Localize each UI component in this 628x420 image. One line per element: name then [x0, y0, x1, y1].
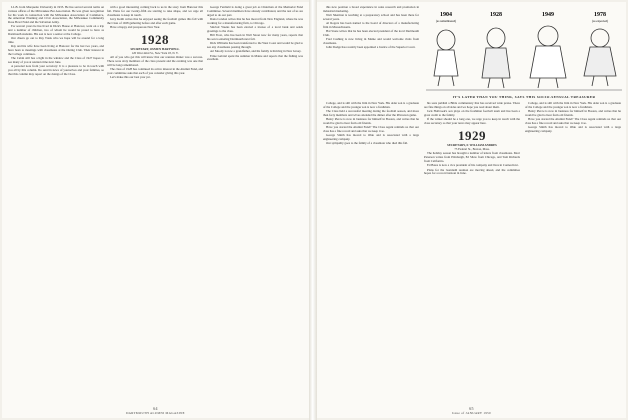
secretary-address: 120 West 42nd St., New York 18, N. Y.	[131, 51, 179, 56]
paragraph: Fred Cushing is now living in Maine and would welcome visits from classmates.	[323, 37, 419, 46]
class-year-heading: 1929	[458, 127, 486, 143]
cartoon-headline: IT'S LATER THAN YOU THINK, SAYS THIS SOCIO-SENSUAL TREASURER	[452, 95, 596, 99]
paragraph: Have you started the Alumni Fund? The Class Agent reminds us that our class has a fine record and asks that we keep it so.	[525, 117, 621, 125]
cartoon-caption-4: (as expected)	[592, 19, 608, 23]
cartoon-year-3: 1949	[542, 12, 554, 18]
paragraph: Dana Condon writes that he has moved from New England, where he was working for a manufacturing firm, to Chicago.	[207, 16, 303, 25]
paragraph: Henry Pierce is now in business for himself in Boston, and writes that he would be glad to hear from old friends.	[323, 117, 419, 125]
paragraph: George Smith has moved to Ohio and is associated with a large engineering company.	[525, 125, 621, 134]
paragraph: Have you started the Alumni Fund? The Class Agent reminds us that our class has a fine record and asks that we keep it so.	[323, 125, 419, 134]
paragraph: The Class held a successful meeting during the football season, and more than forty members and wives attended the dinner after the Princeton game.	[323, 109, 419, 117]
paragraph: this new position a broad experience in sales research and promotion in industrial marketing.	[323, 6, 419, 13]
cartoon-year-1: 1904	[440, 12, 452, 18]
paragraph: his sons publish a Bible commentary that has received wide praise. There are fine things on all sides and we hope you read about them.	[424, 102, 520, 109]
paragraph: Henry Pierce is now in business for himself in Boston, and writes that he would be glad to hear from old friends.	[525, 109, 621, 117]
paragraph: For several years he has lived in Dick's House at Hanover, went on a trip and a number of children, two of whom he would be proud to have as Dartmouth students. His son is now a senior at the College.	[8, 24, 104, 36]
paragraph: Jerry Keith writes that he enjoyed seeing the football games this fall with the Class of 1928 gathering before and after each game.	[107, 16, 203, 25]
right-column-3	[525, 102, 621, 134]
left-column-3	[207, 6, 303, 63]
paragraph: Sinclair Weeks has been elected a trustee of a local bank and sends greetings to the class.	[207, 24, 303, 33]
paragraph: Have a happy and prosperous New Year.	[110, 24, 161, 29]
paragraph: Art Moody is now a grandfather, and his family is thriving in New Jersey.	[210, 49, 302, 54]
page-number: 64	[153, 406, 158, 411]
cartoon-year-2: 1928	[490, 12, 502, 18]
paragraph: Hal Stone writes that he has been elected president of the local Dartmouth Club.	[323, 29, 419, 38]
right-column-2	[424, 102, 520, 177]
paragraph: Al Rogers has been named to the board of directors of a manufacturing firm in Massachusetts.	[323, 21, 419, 29]
left-column-2	[107, 6, 203, 81]
paragraph: The holiday season has brought a number of letters from classmates. Mort Peterson writes from Pittsburgh, Ed Shaw from Chicago, and Tom Richards from California.	[424, 151, 520, 163]
paragraph: Our sympathy goes to the family of a classmate who died this fall.	[326, 141, 409, 146]
paragraph: Plans for the twentieth reunion are moving ahead, and the committee hopes for a record turnout in June.	[424, 167, 520, 176]
paragraph: A personal note from your secretary: It is a pleasure to be in touch with you all by this column. Do send in news of yourselves and your families, so that this column may report on the doings of the Class.	[8, 64, 104, 76]
paragraph: with a good interesting coming back to us in the story from Hanover this fall. Plans for our twenty-fifth are starting to take shape, and we urge all classmates to keep in touch.	[107, 6, 203, 17]
paragraph: Bill Frost, who has been in Wall Street now for many years, reports that his son is entering Dartmouth next fall.	[207, 33, 303, 41]
paragraph: If the winter should be a long one, we urge you to keep in touch with the class secretary so that your news may appear here.	[424, 117, 520, 125]
paragraph: All of you who get this will know that our reunion dinner was a success. There were sixty members of the class present and the evening was one that will be long remembered.	[107, 55, 203, 67]
paragraph: LL.B. from Marquette University in 1935. He has served several terms on various offices of the Milwaukee Bar Association. He was given recognition for his work in connection with the Milwaukee Association of Commerce, the American Planning and Civic Association, the Milwaukee Community Rose Bowl Fund and the Salvation Army.	[8, 6, 104, 24]
paragraph: Ray and his wife have been living at Hanover for the last two years, and have been to meetings with classmates at the Outing Club. Their interest in the College continues.	[8, 44, 104, 56]
issue-date: Issue of JANUARY 1950	[452, 411, 491, 415]
paragraph: Walt Sherman is teaching at a preparatory school and has been there for several years.	[323, 13, 419, 21]
cartoon-illustration	[424, 6, 624, 94]
class-secretary: SECRETARY, F. WILLIAM ANDRES	[447, 142, 497, 147]
paragraph: Ernie Gabriel spent the summer in Maine and reports that the fishing was excellent.	[207, 53, 303, 62]
page-gutter	[309, 0, 317, 420]
left-page-footer	[2, 406, 309, 415]
paragraph: Ed Bates is now a vice president of his company and lives in Connecticut.	[427, 163, 519, 168]
cartoon-year-4: 1978	[594, 12, 606, 18]
paragraph: College, and is still with the firm in New York. His older son is a graduate of the College and the younger son is now a freshman.	[323, 102, 419, 109]
paragraph: The class of 1928 has continued its active interest in the Alumni Fund, and your committee asks that each of you consider giving this year.	[107, 67, 203, 75]
right-column-1-top	[323, 6, 419, 100]
paragraph: College, and is still with the firm in New York. His older son is a graduate of the College and the younger son is now a freshman.	[525, 102, 621, 109]
paragraph: Dick Williams has been transferred to the West Coast and would be glad to see any classmates passing through.	[207, 41, 303, 49]
secretary-address: 75 Federal St., Boston, Mass.	[454, 147, 490, 152]
right-column-1	[323, 102, 419, 147]
cartoon-caption-1: (as remembered)	[435, 19, 457, 23]
right-page-footer	[317, 406, 626, 415]
page-number: 65	[469, 406, 474, 411]
paragraph: George Fenfield is doing a great job as Chairman of the Memorial Fund Committee. Several members have already contributed, and the rest of us are urged to do our part.	[207, 6, 303, 17]
left-page	[2, 2, 309, 418]
paragraph: Our cheers go out to Ray Trask who we hope will be around for a long time.	[8, 36, 104, 44]
paragraph: George Smith has moved to Ohio and is associated with a large engineering company.	[323, 133, 419, 142]
paragraph: The Cabin still has a light in the window and the Class of 1927 hopes to see many of you at reunion time next June.	[8, 56, 104, 64]
paragraph: John Dodge has recently been appointed a Justice of the Superior Court.	[326, 45, 416, 50]
paragraph: Let's make this our best year yet.	[110, 75, 151, 80]
paragraph: Jack Holbrook's son plays on the freshman football team and has been a great credit to the family.	[424, 109, 520, 117]
left-column-1	[8, 6, 104, 77]
class-secretary: SECRETARY, OSMUN HARTWELL	[130, 46, 180, 51]
magazine-title: DARTMOUTH ALUMNI MAGAZINE	[126, 411, 185, 415]
right-page	[317, 2, 626, 418]
class-year-heading: 1928	[141, 31, 169, 47]
